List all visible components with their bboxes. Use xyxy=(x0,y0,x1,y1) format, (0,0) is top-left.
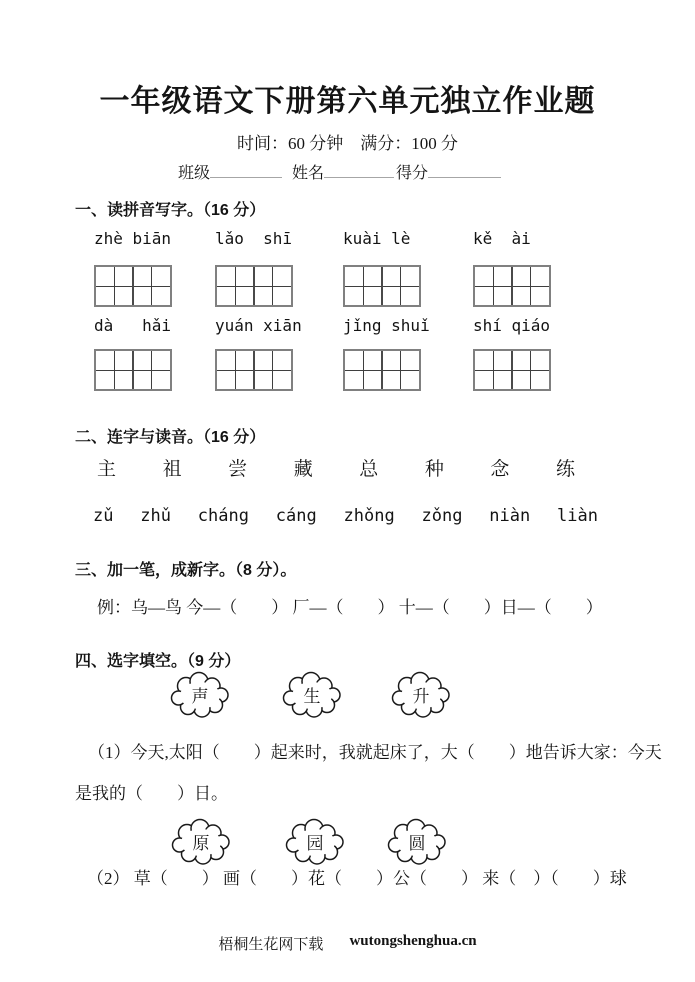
pinyin-item: niàn xyxy=(489,506,531,526)
page-footer xyxy=(0,933,695,954)
fill-blank-sentence-2: （2） 草（ ） 画（ ）花（ ）公（ ） 来（ ）（ ）球 xyxy=(87,869,627,888)
character-item: 种 xyxy=(424,459,444,480)
cloud-character: 圆 xyxy=(408,833,426,853)
writing-grid xyxy=(473,265,551,307)
choice-clouds-row-2 xyxy=(171,818,447,866)
pinyin-item: liàn xyxy=(557,506,598,526)
choice-cloud xyxy=(387,818,447,866)
writing-grid xyxy=(94,349,172,391)
choice-cloud xyxy=(171,818,231,866)
class-field-label: 班级 xyxy=(178,165,211,182)
writing-grid xyxy=(343,349,421,391)
pinyin-item: zǒng xyxy=(421,506,463,526)
matching-characters-row xyxy=(97,454,575,481)
fill-blank-sentence-1-line-1: （1）今天,太阳（ ）起来时，我就起床了，大（ ）地告诉大家：今天 xyxy=(88,743,662,762)
name-blank xyxy=(324,162,394,178)
section4-heading: 四、选字填空。（9 分） xyxy=(75,653,241,670)
section2-heading: 二、连字与读音。（16 分） xyxy=(75,429,266,446)
character-item: 祖 xyxy=(162,459,182,480)
writing-grid xyxy=(215,349,293,391)
time-score-line: 时间：60 分钟 满分：100 分 xyxy=(237,134,458,153)
footer-site-url: wutongshenghua.cn xyxy=(349,933,477,949)
pinyin-item: zhǒng xyxy=(343,506,395,526)
section1-heading: 一、读拼音写字。（16 分） xyxy=(75,202,266,219)
section3-heading: 三、加一笔，成新字。（8 分）。 xyxy=(75,562,297,579)
pinyin-label: kuài lè xyxy=(343,229,411,248)
pinyin-item: zǔ xyxy=(93,506,114,526)
matching-pinyin-row xyxy=(93,506,598,526)
page-title: 一年级语文下册第六单元独立作业题 xyxy=(99,85,596,118)
section3-example-line: 例：乌—鸟 今—（ ） 厂—（ ） 十—（ ）日—（ ） xyxy=(97,598,603,617)
pinyin-item: zhǔ xyxy=(140,506,171,526)
pinyin-column xyxy=(215,229,302,391)
pinyin-label: yuán xiān xyxy=(215,316,302,335)
writing-grid xyxy=(215,265,293,307)
pinyin-item: cáng xyxy=(275,506,317,526)
choice-clouds-row-1 xyxy=(170,671,451,719)
pinyin-label: kě ài xyxy=(473,229,531,248)
footer-site-name: 梧桐生花网下载 xyxy=(218,937,324,953)
cloud-character: 原 xyxy=(192,833,210,853)
choice-cloud xyxy=(282,671,342,719)
character-item: 藏 xyxy=(293,459,313,480)
score-field-label: 得分 xyxy=(396,165,429,182)
pinyin-label: zhè biān xyxy=(94,229,172,248)
pinyin-label: dà hǎi xyxy=(94,316,172,335)
cloud-character: 声 xyxy=(191,686,209,706)
choice-cloud xyxy=(391,671,451,719)
pinyin-column xyxy=(343,229,430,391)
character-item: 尝 xyxy=(228,459,248,480)
cloud-character: 园 xyxy=(306,833,324,853)
fill-blank-sentence-1-line-2: 是我的（ ）日。 xyxy=(75,784,228,803)
name-field-label: 姓名 xyxy=(292,165,325,182)
character-item: 练 xyxy=(555,459,575,480)
pinyin-label: shí qiáo xyxy=(473,316,551,335)
pinyin-writing-exercise xyxy=(94,229,551,391)
pinyin-label: jǐng shuǐ xyxy=(343,316,430,335)
choice-cloud xyxy=(285,818,345,866)
character-item: 主 xyxy=(97,459,117,480)
writing-grid xyxy=(473,349,551,391)
writing-grid xyxy=(343,265,421,307)
character-item: 念 xyxy=(490,459,510,480)
cloud-character: 升 xyxy=(412,686,430,706)
class-blank xyxy=(210,162,282,178)
character-item: 总 xyxy=(359,459,379,480)
pinyin-column xyxy=(473,229,551,391)
student-info-line xyxy=(178,160,501,183)
pinyin-item: cháng xyxy=(197,506,249,526)
cloud-character: 生 xyxy=(303,686,321,706)
choice-cloud xyxy=(170,671,230,719)
writing-grid xyxy=(94,265,172,307)
score-blank xyxy=(428,162,501,178)
pinyin-column xyxy=(94,229,172,391)
pinyin-label: lǎo shī xyxy=(215,229,293,248)
